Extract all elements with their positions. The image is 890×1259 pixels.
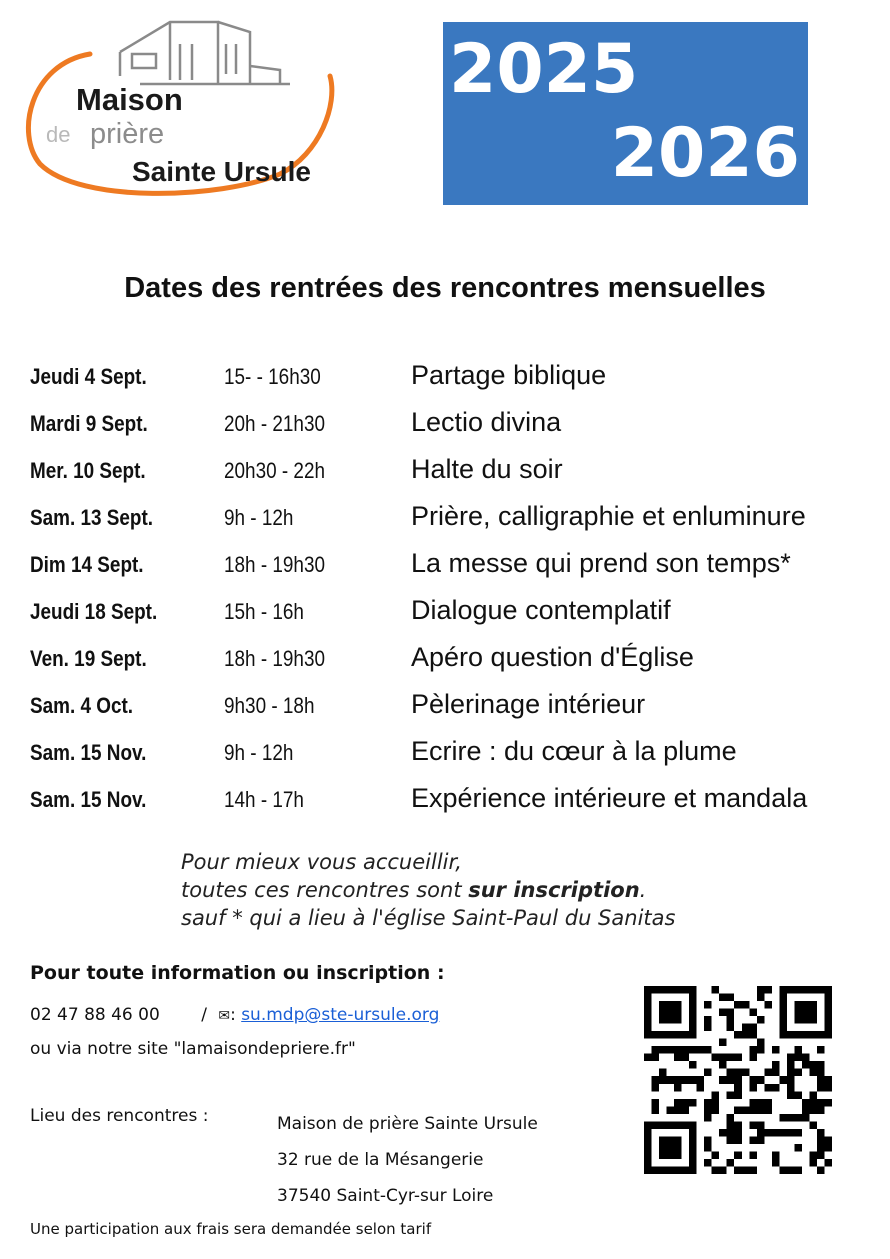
qr-module	[712, 1151, 720, 1159]
qr-module	[794, 1129, 802, 1137]
qr-module	[809, 1091, 817, 1099]
qr-module	[757, 1046, 765, 1054]
schedule-activity: Apéro question d'Église	[411, 642, 694, 672]
qr-module	[674, 1106, 682, 1114]
schedule-time: 18h - 19h30	[224, 552, 325, 577]
schedule-time: 9h - 12h	[224, 740, 294, 765]
schedule-row	[30, 356, 870, 403]
schedule-time: 9h - 12h	[224, 505, 294, 530]
qr-module	[742, 1106, 750, 1114]
qr-module	[794, 1166, 802, 1174]
qr-module	[757, 1121, 765, 1129]
year-end: 2026	[610, 114, 800, 193]
schedule-date: Jeudi 18 Sept.	[30, 599, 158, 624]
qr-module	[734, 1091, 742, 1099]
schedule-activity: Partage biblique	[411, 360, 607, 390]
qr-module	[817, 1069, 825, 1077]
qr-module	[712, 1099, 720, 1107]
qr-module	[704, 1046, 712, 1054]
qr-module	[824, 1076, 832, 1084]
phone-number: 02 47 88 46 00	[30, 1005, 160, 1025]
qr-module	[674, 1076, 682, 1084]
qr-module	[682, 1054, 690, 1062]
qr-module	[817, 1061, 825, 1069]
qr-module	[809, 1121, 817, 1129]
logo-text-maison: Maison	[76, 82, 183, 117]
schedule-activity: Prière, calligraphie et enluminure	[411, 501, 806, 531]
qr-module	[787, 1076, 795, 1084]
qr-module	[757, 986, 765, 994]
qr-module	[742, 1024, 750, 1032]
qr-module	[734, 1151, 742, 1159]
qr-module	[697, 1076, 705, 1084]
qr-module	[779, 1166, 787, 1174]
qr-module	[794, 1001, 817, 1024]
qr-module	[742, 1069, 750, 1077]
schedule-date: Mardi 9 Sept.	[30, 411, 148, 436]
qr-module	[764, 986, 772, 994]
logo-text-priere: prière	[90, 118, 165, 150]
qr-module	[802, 1106, 810, 1114]
qr-module	[704, 1106, 712, 1114]
qr-module	[719, 1009, 727, 1017]
qr-module	[712, 1054, 720, 1062]
qr-module	[749, 1084, 757, 1092]
qr-module	[734, 1084, 742, 1092]
schedule-date: Dim 14 Sept.	[30, 552, 144, 577]
qr-module	[787, 1069, 795, 1077]
qr-module	[704, 1144, 712, 1152]
qr-module	[712, 1166, 720, 1174]
qr-module	[749, 1121, 757, 1129]
qr-module	[727, 994, 735, 1002]
qr-module	[742, 1031, 750, 1039]
schedule-activity: Ecrire : du cœur à la plume	[411, 736, 737, 766]
qr-module	[734, 1054, 742, 1062]
qr-module	[727, 1114, 735, 1122]
qr-module	[772, 1159, 780, 1167]
qr-module	[667, 1046, 675, 1054]
qr-module	[764, 1099, 772, 1107]
note-line-1: Pour mieux vous accueillir,	[181, 850, 462, 874]
qr-module	[764, 1129, 772, 1137]
envelope-icon: ✉	[218, 1008, 231, 1024]
qr-module	[787, 1061, 795, 1069]
qr-module	[712, 1091, 720, 1099]
qr-module	[652, 1106, 660, 1114]
qr-module	[689, 1046, 697, 1054]
schedule-row	[30, 544, 870, 591]
qr-module	[749, 1166, 757, 1174]
qr-module	[682, 1076, 690, 1084]
qr-module	[809, 1151, 817, 1159]
qr-module	[787, 1054, 795, 1062]
contact-info	[30, 962, 445, 1066]
qr-module	[727, 1016, 735, 1024]
qr-module	[787, 1129, 795, 1137]
qr-module	[802, 1061, 810, 1069]
qr-module	[734, 1069, 742, 1077]
website-line: ou via notre site "lamaisondepriere.fr"	[30, 1039, 356, 1059]
qr-module	[704, 1114, 712, 1122]
qr-module	[734, 1106, 742, 1114]
qr-module	[727, 1009, 735, 1017]
schedule-row	[30, 497, 870, 544]
qr-module	[652, 1054, 660, 1062]
qr-module	[719, 1166, 727, 1174]
qr-module	[734, 1129, 742, 1137]
qr-module	[749, 1106, 757, 1114]
schedule-row	[30, 638, 870, 685]
schedule-time: 15h - 16h	[224, 599, 304, 624]
qr-module	[817, 1106, 825, 1114]
schedule-activity: Halte du soir	[411, 454, 563, 484]
qr-module	[734, 1121, 742, 1129]
qr-module	[824, 1084, 832, 1092]
contact-line: 02 47 88 46 00 / ✉: su.mdp@ste-ursule.org	[30, 1005, 440, 1025]
note-line-3: sauf * qui a lieu à l'église Saint-Paul du Sanitas	[181, 906, 676, 930]
contact-separator: /	[201, 1005, 207, 1025]
schedule-row	[30, 685, 870, 732]
address-line: 32 rue de la Mésangerie	[277, 1150, 484, 1170]
schedule-activity: Pèlerinage intérieur	[411, 689, 646, 719]
qr-module	[817, 1046, 825, 1054]
note-line-2	[181, 876, 675, 904]
qr-module	[772, 1061, 780, 1069]
qr-module	[794, 1069, 802, 1077]
schedule-activity: Lectio divina	[411, 407, 562, 437]
qr-module	[817, 1166, 825, 1174]
qr-module	[674, 1054, 682, 1062]
qr-module	[764, 1084, 772, 1092]
qr-module	[704, 1069, 712, 1077]
qr-module	[704, 1159, 712, 1167]
address-line: 37540 Saint-Cyr-sur Loire	[277, 1186, 494, 1206]
schedule-time: 20h30 - 22h	[224, 458, 325, 483]
qr-module	[779, 1076, 787, 1084]
qr-module	[749, 1151, 757, 1159]
qr-module	[727, 1069, 735, 1077]
qr-module	[764, 1001, 772, 1009]
qr-module	[817, 1084, 825, 1092]
qr-module	[727, 1091, 735, 1099]
note-line-2-text: toutes ces rencontres sont	[181, 878, 469, 902]
qr-module	[757, 1016, 765, 1024]
qr-module	[689, 1061, 697, 1069]
schedule-row	[30, 450, 870, 497]
schedule-row	[30, 779, 870, 826]
qr-module	[734, 1166, 742, 1174]
location-label: Lieu des rencontres :	[30, 1106, 209, 1126]
qr-module	[734, 1136, 742, 1144]
qr-module	[727, 1076, 735, 1084]
qr-module	[727, 1121, 735, 1129]
qr-module	[689, 1099, 697, 1107]
qr-module	[704, 1016, 712, 1024]
qr-module	[757, 1076, 765, 1084]
qr-module	[757, 994, 765, 1002]
qr-module	[817, 1099, 825, 1107]
qr-module	[809, 1159, 817, 1167]
qr-module	[644, 1054, 652, 1062]
qr-module	[727, 1129, 735, 1137]
schedule-date: Sam. 15 Nov.	[30, 740, 147, 765]
qr-module	[749, 1054, 757, 1062]
schedule-activity: Dialogue contemplatif	[411, 595, 671, 625]
qr-module	[659, 1076, 667, 1084]
qr-module	[802, 1054, 810, 1062]
qr-module	[817, 1144, 825, 1152]
qr-module	[787, 1084, 795, 1092]
qr-module	[697, 1046, 705, 1054]
qr-module	[824, 1099, 832, 1107]
qr-module	[727, 1159, 735, 1167]
qr-module	[772, 1046, 780, 1054]
qr-module	[734, 1001, 742, 1009]
qr-module	[772, 1069, 780, 1077]
qr-module	[652, 1076, 660, 1084]
note-line-2-end: .	[639, 878, 647, 902]
year-start: 2025	[449, 30, 639, 109]
location-address	[277, 1106, 538, 1214]
qr-module	[779, 1129, 787, 1137]
qr-module	[749, 1031, 757, 1039]
qr-module	[682, 1046, 690, 1054]
qr-module	[772, 1129, 780, 1137]
qr-module	[719, 1054, 727, 1062]
qr-module	[817, 1076, 825, 1084]
qr-module	[689, 1076, 697, 1084]
qr-module	[787, 1166, 795, 1174]
qr-module	[764, 1069, 772, 1077]
schedule-row	[30, 403, 870, 450]
qr-module	[787, 1114, 795, 1122]
qr-module	[697, 1084, 705, 1092]
qr-module	[794, 1114, 802, 1122]
qr-module	[674, 1099, 682, 1107]
qr-module	[719, 1076, 727, 1084]
logo-text-sainte-ursule: Sainte Ursule	[132, 156, 311, 187]
qr-module	[719, 994, 727, 1002]
qr-module	[802, 1099, 810, 1107]
qr-module	[749, 1046, 757, 1054]
schedule-time: 20h - 21h30	[224, 411, 325, 436]
qr-module	[817, 1136, 825, 1144]
logo	[20, 14, 350, 214]
qr-module	[749, 1009, 757, 1017]
qr-module	[794, 1144, 802, 1152]
qr-module	[757, 1106, 765, 1114]
qr-module	[659, 1046, 667, 1054]
qr-module	[712, 986, 720, 994]
qr-module	[764, 1106, 772, 1114]
qr-module	[667, 1076, 675, 1084]
qr-module	[809, 1061, 817, 1069]
schedule-list	[30, 356, 870, 826]
qr-module	[809, 1099, 817, 1107]
qr-module	[719, 1039, 727, 1047]
qr-module	[727, 1136, 735, 1144]
qr-module	[772, 1084, 780, 1092]
schedule-time: 14h - 17h	[224, 787, 304, 812]
qr-module	[667, 1106, 675, 1114]
qr-module	[787, 1091, 795, 1099]
fee-notice: Une participation aux frais sera demandée selon tarif	[30, 1220, 432, 1238]
qr-module	[794, 1091, 802, 1099]
schedule-date: Sam. 15 Nov.	[30, 787, 147, 812]
qr-code-icon[interactable]	[644, 986, 832, 1174]
qr-module	[817, 1151, 825, 1159]
qr-module	[704, 1001, 712, 1009]
qr-module	[652, 1099, 660, 1107]
qr-module	[772, 1151, 780, 1159]
qr-module	[749, 1099, 757, 1107]
page-title: Dates des rentrées des rencontres mensuelles	[124, 272, 766, 304]
qr-module	[652, 1046, 660, 1054]
schedule-date: Mer. 10 Sept.	[30, 458, 146, 483]
qr-module	[712, 1106, 720, 1114]
schedule-date: Jeudi 4 Sept.	[30, 364, 147, 389]
qr-module	[704, 1024, 712, 1032]
qr-module	[817, 1129, 825, 1137]
qr-module	[794, 1046, 802, 1054]
qr-module	[727, 1054, 735, 1062]
qr-module	[742, 1001, 750, 1009]
qr-module	[824, 1159, 832, 1167]
qr-module	[742, 1166, 750, 1174]
schedule-date: Sam. 4 Oct.	[30, 693, 134, 718]
qr-module	[659, 1069, 667, 1077]
qr-module	[749, 1024, 757, 1032]
schedule-row	[30, 732, 870, 779]
address-line: Maison de prière Sainte Ursule	[277, 1114, 538, 1134]
qr-module	[734, 1076, 742, 1084]
schedule-row	[30, 591, 870, 638]
qr-module	[779, 1114, 787, 1122]
email-link[interactable]: su.mdp@ste-ursule.org	[241, 1005, 440, 1025]
qr-module	[749, 1076, 757, 1084]
qr-module	[794, 1054, 802, 1062]
schedule-activity: Expérience intérieure et mandala	[411, 783, 808, 813]
qr-module	[809, 1106, 817, 1114]
schedule-time: 18h - 19h30	[224, 646, 325, 671]
qr-module	[719, 1061, 727, 1069]
qr-module	[824, 1136, 832, 1144]
qr-module	[749, 1136, 757, 1144]
schedule-activity: La messe qui prend son temps*	[411, 548, 791, 578]
note-line-2-emphasis: sur inscription	[468, 878, 640, 902]
qr-module	[682, 1106, 690, 1114]
qr-module	[757, 1099, 765, 1107]
schedule-date: Sam. 13 Sept.	[30, 505, 154, 530]
qr-module	[704, 1136, 712, 1144]
qr-module	[652, 1084, 660, 1092]
qr-module	[674, 1046, 682, 1054]
logo-text-de: de	[46, 122, 71, 147]
qr-module	[659, 1136, 682, 1159]
contact-heading: Pour toute information ou inscription :	[30, 962, 445, 984]
qr-module	[682, 1099, 690, 1107]
schedule-time: 15- - 16h30	[224, 364, 321, 389]
year-banner	[443, 22, 808, 205]
qr-module	[757, 1136, 765, 1144]
qr-module	[727, 1024, 735, 1032]
qr-module	[659, 1001, 682, 1024]
qr-module	[809, 1069, 817, 1077]
qr-module	[757, 1039, 765, 1047]
schedule-time: 9h30 - 18h	[224, 693, 315, 718]
qr-module	[824, 1144, 832, 1152]
registration-note	[181, 848, 675, 932]
qr-module	[674, 1084, 682, 1092]
qr-module	[704, 1099, 712, 1107]
schedule-date: Ven. 19 Sept.	[30, 646, 147, 671]
qr-module	[734, 1031, 742, 1039]
qr-module	[719, 1129, 727, 1137]
qr-module	[757, 1129, 765, 1137]
qr-module	[802, 1114, 810, 1122]
